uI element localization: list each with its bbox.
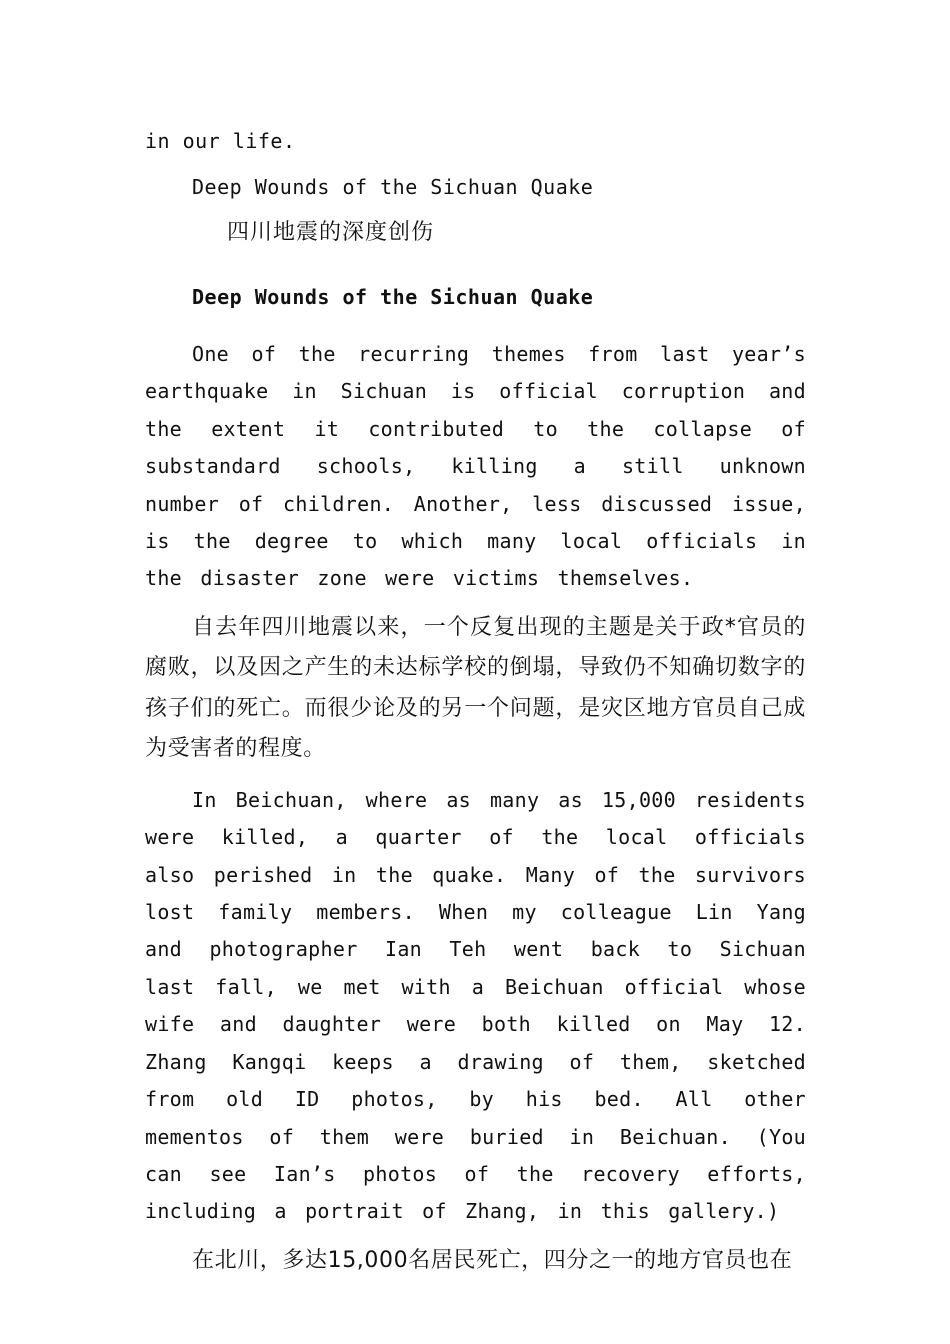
title-english: Deep Wounds of the Sichuan Quake xyxy=(192,175,594,199)
lead-line: in our life. xyxy=(145,129,296,153)
paragraph-chinese-2: 在北川，多达15,000名居民死亡，四分之一的地方官员也在 xyxy=(192,1247,793,1273)
document-page xyxy=(145,118,806,1281)
paragraph-english-1: One of the recurring themes from last year’s earthquake in Sichuan is official corruption and the extent it contributed to the collapse of substandard schools, killing a still unknown number of children. Another, less discussed issue, is the degree to which many local officials in the disaster zone were victims themselves. xyxy=(145,342,806,591)
paragraph-chinese-1: 自去年四川地震以来，一个反复出现的主题是关于政*官员的腐败，以及因之产生的未达标学校的倒塌，导致仍不知确切数字的孩子们的死亡。而很少论及的另一个问题，是灾区地方官员自己成为受害者的程度。 xyxy=(145,614,806,762)
article-heading: Deep Wounds of the Sichuan Quake xyxy=(192,285,594,309)
paragraph-english-2: In Beichuan, where as many as 15,000 residents were killed, a quarter of the local officials also perished in the quake. Many of the survivors lost family members. When my colleague Lin Yang and photographer Ian Teh went back to Sichuan last fall, we met with a Beichuan official whose wife and daughter were both killed on May 12. Zhang Kangqi keeps a drawing of them, sketched from old ID photos, by his bed. All other mementos of them were buried in Beichuan. (You can see Ian’s photos of the recovery efforts, including a portrait of Zhang, in this gallery.) xyxy=(145,787,806,1224)
title-chinese: 四川地震的深度创伤 xyxy=(227,220,435,245)
